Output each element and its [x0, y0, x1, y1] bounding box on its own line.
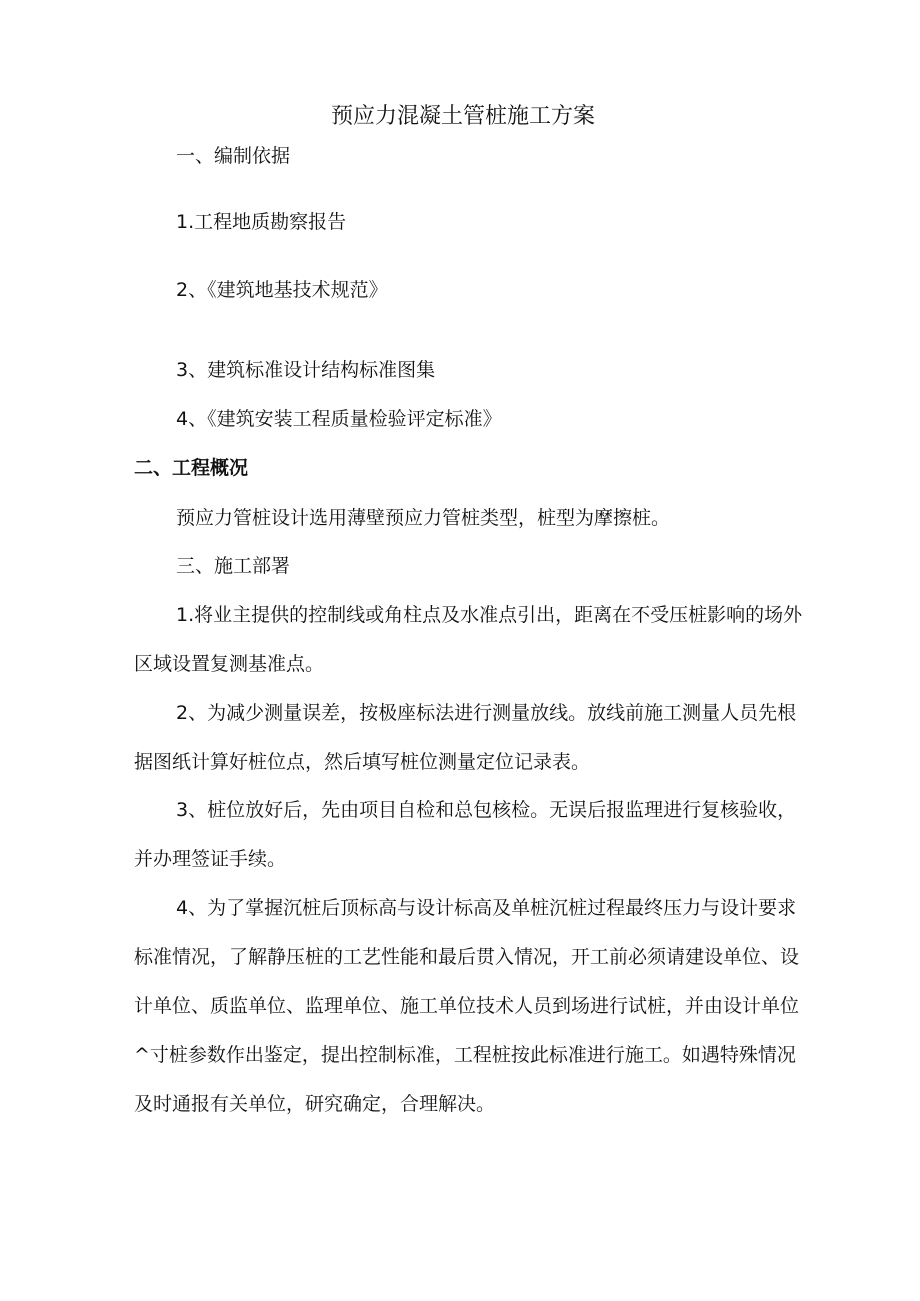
- basis-item-2: 2、《建筑地基技术规范》: [176, 279, 388, 301]
- overview-paragraph: 预应力管桩设计选用薄壁预应力管桩类型，桩型为摩擦桩。: [176, 507, 671, 529]
- deployment-paragraph-4-line: ^寸桩参数作出鉴定，提出控制标准，工程桩按此标准进行施工。如遇特殊情况: [134, 1044, 796, 1066]
- deployment-paragraph-3-line: 3、桩位放好后，先由项目自检和总包核检。无误后报监理进行复核验收，: [176, 799, 797, 821]
- section-heading-overview: 二、工程概况: [134, 457, 249, 479]
- basis-item-3: 3、建筑标准设计结构标准图集: [176, 359, 436, 381]
- document-title: 预应力混凝土管桩施工方案: [331, 104, 596, 129]
- deployment-paragraph-4-line: 标准情况，了解静压桩的工艺性能和最后贯入情况，开工前必须请建设单位、设: [134, 946, 800, 968]
- section-heading-deployment: 三、施工部署: [176, 555, 291, 577]
- deployment-paragraph-3-line: 并办理签证手续。: [134, 848, 287, 870]
- deployment-paragraph-1-line: 1.将业主提供的控制线或角柱点及水准点引出，距离在不受压桩影响的场外: [176, 604, 803, 626]
- deployment-paragraph-2-line: 2、为减少测量误差，按极座标法进行测量放线。放线前施工测量人员先根: [176, 702, 797, 724]
- basis-item-1: 1.工程地质勘察报告: [176, 211, 347, 233]
- basis-item-4: 4、《建筑安装工程质量检验评定标准》: [176, 408, 502, 430]
- deployment-paragraph-1-line: 区域设置复测基准点。: [134, 653, 325, 675]
- deployment-paragraph-2-line: 据图纸计算好桩位点，然后填写桩位测量定位记录表。: [134, 751, 591, 773]
- deployment-paragraph-4-line: 计单位、质监单位、监理单位、施工单位技术人员到场进行试桩，并由设计单位: [134, 995, 800, 1017]
- deployment-paragraph-4-line: 4、为了掌握沉桩后顶标高与设计标高及单桩沉桩过程最终压力与设计要求: [176, 897, 797, 919]
- section-heading-basis: 一、编制依据: [176, 145, 291, 167]
- deployment-paragraph-4-line: 及时通报有关单位，研究确定，合理解决。: [134, 1093, 496, 1115]
